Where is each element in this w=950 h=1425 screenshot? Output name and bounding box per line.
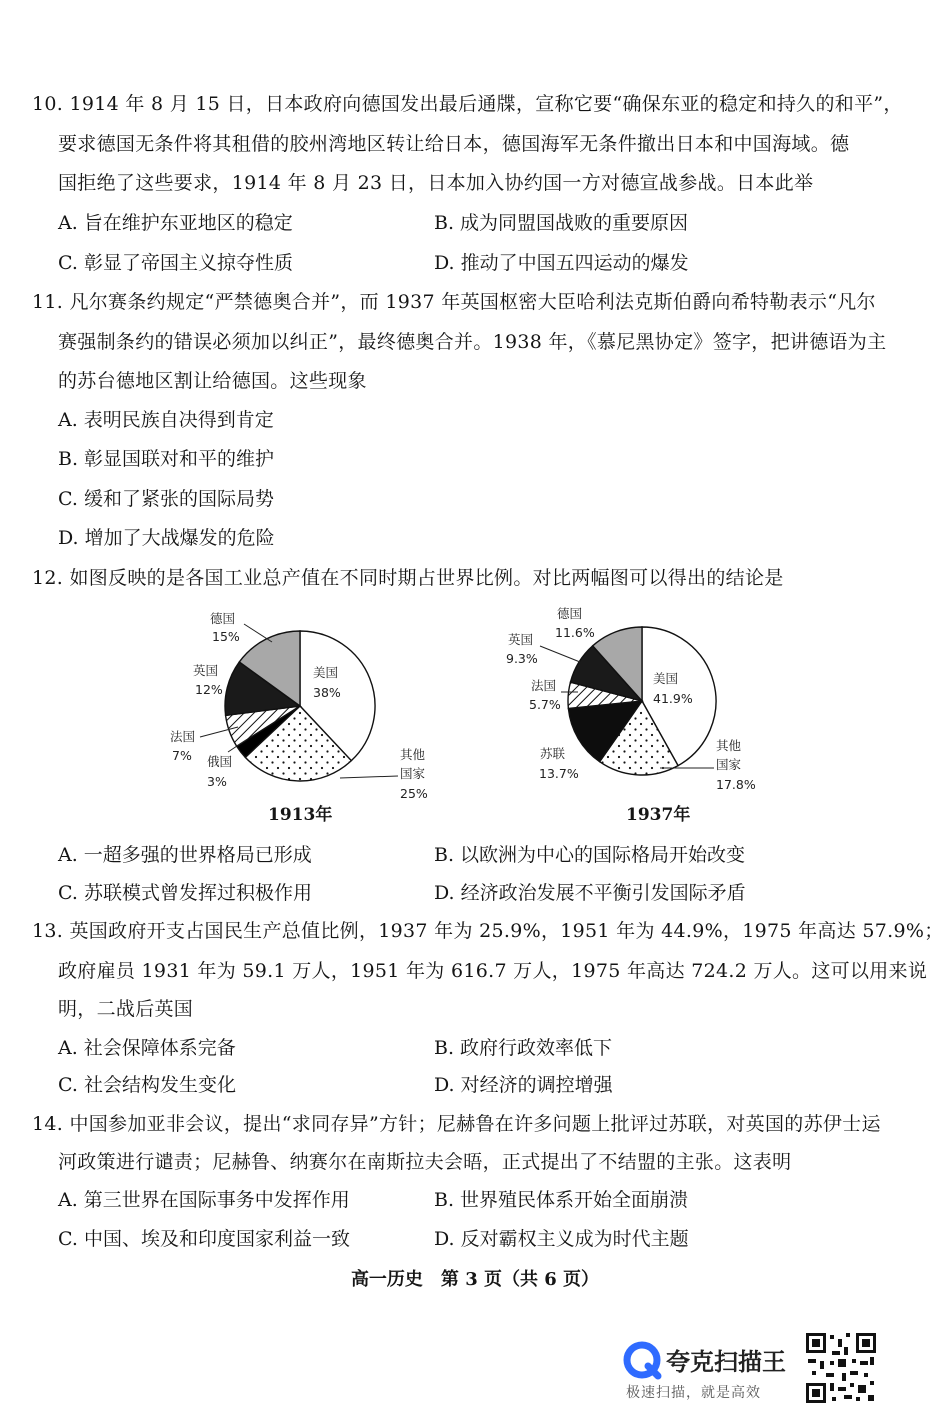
option-b[interactable]: B. 以欧洲为中心的国际格局开始改变 — [434, 844, 746, 866]
question-text-line: 13. 英国政府开支占国民生产总值比例，1937 年为 25.9%，1951 年为 44.9%，1975 年高达 57.9%； — [32, 920, 944, 942]
chart-title-1937: 1937年 — [626, 805, 691, 825]
option-d[interactable]: D. 经济政治发展不平衡引发国际矛盾 — [434, 882, 746, 904]
option-c[interactable]: C. 缓和了紧张的国际局势 — [58, 488, 274, 510]
value-uk-1937: 9.3% — [506, 651, 538, 666]
label-usa-1913: 美国 — [313, 665, 339, 680]
question-text-line: 10. 1914 年 8 月 15 日，日本政府向德国发出最后通牒，宣称它要“确保东亚的稳定和持久的和平”， — [32, 93, 903, 115]
leader-line — [540, 646, 580, 662]
option-b[interactable]: B. 成为同盟国战败的重要原因 — [434, 212, 689, 234]
label-france-1913: 法国 — [170, 729, 196, 744]
scanner-logo-icon — [622, 1340, 662, 1380]
scanner-brand-slogan: 极速扫描，就是高效 — [626, 1385, 761, 1401]
option-c[interactable]: C. 社会结构发生变化 — [58, 1074, 236, 1096]
page-footer: 高一历史 第 3 页（共 6 页） — [350, 1269, 600, 1290]
option-d[interactable]: D. 推动了中国五四运动的爆发 — [434, 252, 689, 274]
chart-title-1913: 1913年 — [268, 805, 333, 825]
question-text-line: 河政策进行谴责；尼赫鲁、纳赛尔在南斯拉夫会晤，正式提出了不结盟的主张。这表明 — [58, 1151, 792, 1173]
question-text-line: 政府雇员 1931 年为 59.1 万人，1951 年为 616.7 万人，1975 年高达 724.2 万人。这可以用来说 — [58, 960, 928, 982]
option-c[interactable]: C. 彰显了帝国主义掠夺性质 — [58, 252, 293, 274]
label-germany-1913: 德国 — [210, 611, 236, 626]
label-other-1937-a: 其他 — [716, 738, 742, 753]
question-text-line: 的苏台德地区割让给德国。这些现象 — [58, 370, 367, 392]
value-russia-1913: 3% — [207, 774, 227, 789]
question-text-line: 14. 中国参加亚非会议，提出“求同存异”方针；尼赫鲁在许多问题上批评过苏联，对英国的苏伊士运 — [32, 1113, 881, 1135]
label-germany-1937: 德国 — [557, 606, 583, 621]
value-usa-1937: 41.9% — [653, 691, 693, 706]
value-germany-1937: 11.6% — [555, 625, 595, 640]
option-b[interactable]: B. 世界殖民体系开始全面崩溃 — [434, 1189, 689, 1211]
value-other-1913: 25% — [400, 786, 428, 801]
option-a[interactable]: A. 表明民族自决得到肯定 — [58, 409, 274, 431]
option-b[interactable]: B. 彰显国联对和平的维护 — [58, 448, 275, 470]
label-other-1937-b: 国家 — [716, 757, 742, 772]
label-other-1913-b: 国家 — [400, 766, 426, 781]
value-ussr-1937: 13.7% — [539, 766, 579, 781]
option-d[interactable]: D. 增加了大战爆发的危险 — [58, 527, 275, 549]
scanner-brand-title: 夸克扫描王 — [666, 1348, 786, 1376]
leader-line — [244, 624, 272, 642]
option-d[interactable]: D. 反对霸权主义成为时代主题 — [434, 1228, 689, 1250]
option-d[interactable]: D. 对经济的调控增强 — [434, 1074, 613, 1096]
value-usa-1913: 38% — [313, 685, 341, 700]
leader-line — [340, 776, 398, 778]
label-france-1937: 法国 — [531, 678, 557, 693]
pie-chart-1937 — [568, 627, 716, 775]
question-text-line: 赛强制条约的错误必须加以纠正”，最终德奥合并。1938 年，《慕尼黑协定》签字，把讲德语为主 — [58, 331, 887, 353]
value-france-1937: 5.7% — [529, 697, 561, 712]
label-usa-1937: 美国 — [653, 671, 679, 686]
question-text-line: 要求德国无条件将其租借的胶州湾地区转让给日本，德国海军无条件撤出日本和中国海域。德 — [58, 133, 850, 155]
option-c[interactable]: C. 苏联模式曾发挥过积极作用 — [58, 882, 312, 904]
label-russia-1913: 俄国 — [207, 754, 233, 769]
value-germany-1913: 15% — [212, 629, 240, 644]
label-uk-1937: 英国 — [508, 632, 534, 647]
option-c[interactable]: C. 中国、埃及和印度国家利益一致 — [58, 1228, 350, 1250]
qr-code-icon — [804, 1331, 878, 1405]
option-a[interactable]: A. 第三世界在国际事务中发挥作用 — [58, 1189, 350, 1211]
option-a[interactable]: A. 社会保障体系完备 — [58, 1037, 236, 1059]
label-ussr-1937: 苏联 — [540, 746, 566, 761]
value-other-1937: 17.8% — [716, 777, 756, 792]
scanner-watermark — [622, 1338, 802, 1408]
value-uk-1913: 12% — [195, 682, 223, 697]
pie-chart-1913 — [225, 631, 375, 781]
question-text-line: 国拒绝了这些要求，1914 年 8 月 23 日，日本加入协约国一方对德宣战参战。日本此举 — [58, 172, 814, 194]
option-a[interactable]: A. 旨在维护东亚地区的稳定 — [58, 212, 293, 234]
question-text-line: 明，二战后英国 — [58, 998, 194, 1020]
question-text-line: 11. 凡尔赛条约规定“严禁德奥合并”，而 1937 年英国枢密大臣哈利法克斯伯爵向希特勒表示“凡尔 — [32, 291, 876, 313]
label-uk-1913: 英国 — [193, 663, 219, 678]
option-a[interactable]: A. 一超多强的世界格局已形成 — [58, 844, 312, 866]
pie-charts-figure — [0, 600, 950, 840]
label-other-1913-a: 其他 — [400, 747, 426, 762]
value-france-1913: 7% — [172, 748, 192, 763]
option-b[interactable]: B. 政府行政效率低下 — [434, 1037, 613, 1059]
question-text-line: 12. 如图反映的是各国工业总产值在不同时期占世界比例。对比两幅图可以得出的结论是 — [32, 567, 784, 589]
